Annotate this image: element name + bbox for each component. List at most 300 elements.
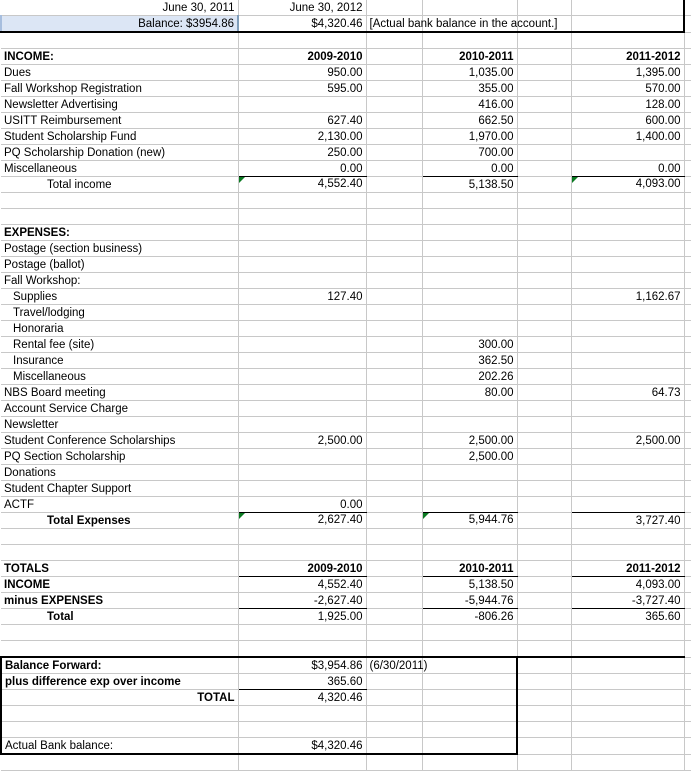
cell-blank[interactable] [571,16,684,33]
cell-blank[interactable] [238,722,366,738]
cell-expense-y2-6[interactable]: 300.00 [422,337,517,353]
cell-expense-label-10[interactable]: Account Service Charge [1,401,238,417]
table-row[interactable] [1,401,691,417]
cell-income-y2-1[interactable]: 355.00 [422,81,517,97]
cell-blank[interactable] [1,754,238,771]
cell-blank[interactable] [517,321,571,337]
cell-expense-y3-9[interactable]: 64.73 [571,385,684,401]
cell-blank[interactable] [517,193,571,209]
table-row-expenses-header[interactable] [1,225,691,241]
cell-blank[interactable] [517,353,571,369]
cell-blank[interactable] [517,113,571,129]
table-row[interactable] [1,305,691,321]
cell-blank[interactable] [366,722,422,738]
cell-blank[interactable] [571,738,684,755]
cell-totals-y1-0[interactable]: 4,552.40 [238,577,366,593]
table-row[interactable] [1,289,691,305]
cell-income-y2-4[interactable]: 1,970.00 [422,129,517,145]
cell-blank[interactable] [684,353,691,369]
cell-blank[interactable] [517,209,571,225]
cell-blank[interactable] [571,657,684,674]
cell-expense-label-14[interactable]: Donations [1,465,238,481]
cell-balance-note[interactable]: [Actual bank balance in the account.] [366,16,422,33]
table-row-income-header[interactable] [1,49,691,65]
cell-blank[interactable] [366,401,422,417]
cell-expense-y1-3[interactable]: 127.40 [238,289,366,305]
cell-blank[interactable] [517,545,571,561]
cell-blank[interactable] [422,641,517,658]
cell-income-y2-2[interactable]: 416.00 [422,97,517,113]
cell-blank[interactable] [684,129,691,145]
cell-expense-label-0[interactable]: Postage (section business) [1,241,238,257]
cell-expense-y2-12[interactable]: 2,500.00 [422,433,517,449]
cell-expense-y3-13[interactable] [571,449,684,465]
cell-blank[interactable] [684,32,691,49]
cell-blank[interactable] [1,32,238,49]
cell-blank[interactable] [684,577,691,593]
cell-blank[interactable] [422,529,517,545]
cell-balance-total-value[interactable]: 4,320.46 [238,690,366,706]
table-row[interactable] [1,465,691,481]
table-row[interactable] [1,353,691,369]
cell-grand-total-y2[interactable]: -806.26 [422,609,517,625]
cell-expense-label-7[interactable]: Insurance [1,353,238,369]
cell-expense-y3-15[interactable] [571,481,684,497]
cell-income-year-1[interactable]: 2009-2010 [238,49,366,65]
cell-blank[interactable] [366,577,422,593]
cell-blank[interactable] [422,690,517,706]
cell-blank[interactable] [422,674,517,690]
cell-blank[interactable] [422,738,517,755]
cell-expense-label-11[interactable]: Newsletter [1,417,238,433]
table-row[interactable] [1,32,691,49]
cell-expense-y2-11[interactable] [422,417,517,433]
cell-blank[interactable] [684,16,691,33]
cell-blank[interactable] [238,32,366,49]
cell-blank[interactable] [571,625,684,641]
cell-blank[interactable] [571,529,684,545]
cell-blank[interactable] [684,433,691,449]
cell-blank[interactable] [571,641,684,658]
cell-expense-total-y3[interactable]: 3,727.40 [571,513,684,529]
cell-income-label-1[interactable]: Fall Workshop Registration [1,81,238,97]
cell-blank[interactable] [517,241,571,257]
cell-income-y3-4[interactable]: 1,400.00 [571,129,684,145]
cell-blank[interactable] [517,690,571,706]
cell-blank[interactable] [571,193,684,209]
cell-blank[interactable] [684,337,691,353]
table-row[interactable] [1,369,691,385]
cell-blank[interactable] [684,722,691,738]
cell-blank[interactable] [684,674,691,690]
cell-balance-forward-value[interactable]: $3,954.86 [238,657,366,674]
cell-income-y2-5[interactable]: 700.00 [422,145,517,161]
cell-blank[interactable] [684,257,691,273]
cell-blank[interactable] [366,273,422,289]
cell-expense-y2-4[interactable] [422,305,517,321]
cell-expense-y3-11[interactable] [571,417,684,433]
cell-blank[interactable] [517,481,571,497]
table-row[interactable] [1,129,691,145]
cell-expense-label-12[interactable]: Student Conference Scholarships [1,433,238,449]
cell-blank[interactable] [684,754,691,771]
table-row[interactable] [1,481,691,497]
cell-blank[interactable] [684,449,691,465]
table-row[interactable] [1,161,691,177]
cell-blank[interactable] [517,529,571,545]
table-row[interactable] [1,706,691,722]
cell-blank[interactable] [517,257,571,273]
cell-blank[interactable] [517,722,571,738]
cell-blank[interactable] [366,0,422,16]
cell-expense-y1-8[interactable] [238,369,366,385]
cell-income-total-y1[interactable] [238,177,366,193]
cell-blank[interactable] [571,690,684,706]
cell-blank[interactable] [517,657,571,674]
table-row-balance-total[interactable] [1,690,691,706]
cell-blank[interactable] [422,706,517,722]
cell-actual-balance-label[interactable]: Actual Bank balance: [1,738,238,755]
cell-blank[interactable] [517,289,571,305]
cell-blank[interactable] [684,385,691,401]
cell-income-y1-0[interactable]: 950.00 [238,65,366,81]
cell-balance-forward-label[interactable]: Balance Forward: [1,657,238,674]
cell-expense-y1-13[interactable] [238,449,366,465]
table-row-actual-balance[interactable] [1,738,691,755]
cell-blank[interactable] [684,49,691,65]
cell-totals-y3-1[interactable]: -3,727.40 [571,593,684,609]
cell-blank[interactable] [517,738,571,755]
table-row[interactable] [1,625,691,641]
cell-income-y3-1[interactable]: 570.00 [571,81,684,97]
cell-blank[interactable] [684,593,691,609]
table-row[interactable] [1,0,691,16]
table-row-balance-diff[interactable] [1,674,691,690]
cell-expense-y3-5[interactable] [571,321,684,337]
cell-income-y3-2[interactable]: 128.00 [571,97,684,113]
cell-income-title[interactable]: INCOME: [1,49,238,65]
table-row[interactable] [1,433,691,449]
cell-blank[interactable] [1,193,238,209]
cell-blank[interactable] [684,273,691,289]
cell-blank[interactable] [684,97,691,113]
table-row[interactable] [1,257,691,273]
cell-expense-y1-9[interactable] [238,385,366,401]
cell-blank[interactable] [684,690,691,706]
cell-blank[interactable] [684,193,691,209]
cell-expense-y3-0[interactable] [571,241,684,257]
cell-expense-y1-0[interactable] [238,241,366,257]
cell-blank[interactable] [684,321,691,337]
table-row[interactable] [1,545,691,561]
cell-blank[interactable] [684,65,691,81]
cell-expense-y3-14[interactable] [571,465,684,481]
cell-blank[interactable] [238,209,366,225]
cell-income-y1-4[interactable]: 2,130.00 [238,129,366,145]
cell-date-curr[interactable]: June 30, 2012 [238,0,366,16]
cell-blank[interactable] [366,754,422,771]
cell-blank[interactable] [517,433,571,449]
cell-income-label-3[interactable]: USITT Reimbursement [1,113,238,129]
cell-blank[interactable] [1,625,238,641]
cell-income-total-label[interactable]: Total income [1,177,238,193]
cell-blank[interactable] [517,177,571,193]
cell-blank[interactable] [366,161,422,177]
cell-blank[interactable] [684,545,691,561]
cell-expense-label-8[interactable]: Miscellaneous [1,369,238,385]
cell-expense-y3-2[interactable] [571,273,684,289]
cell-expense-y1-15[interactable] [238,481,366,497]
cell-expense-y1-1[interactable] [238,257,366,273]
table-row-income-total[interactable] [1,177,691,193]
cell-blank[interactable] [238,193,366,209]
cell-totals-y3-0[interactable]: 4,093.00 [571,577,684,593]
cell-blank[interactable] [366,706,422,722]
cell-blank[interactable] [366,177,422,193]
table-row[interactable] [1,337,691,353]
cell-expense-y2-14[interactable] [422,465,517,481]
cell-blank[interactable] [517,465,571,481]
cell-income-y3-6[interactable]: 0.00 [571,161,684,177]
table-row[interactable] [1,593,691,609]
cell-blank[interactable] [366,529,422,545]
cell-blank[interactable] [366,674,422,690]
cell-blank[interactable] [571,706,684,722]
cell-expense-y2-7[interactable]: 362.50 [422,353,517,369]
cell-expense-y3-7[interactable] [571,353,684,369]
cell-blank[interactable] [422,225,517,241]
cell-grand-total-y3[interactable]: 365.60 [571,609,684,625]
cell-income-y2-3[interactable]: 662.50 [422,113,517,129]
cell-blank[interactable] [366,369,422,385]
cell-blank[interactable] [571,209,684,225]
table-row-totals-header[interactable] [1,561,691,577]
cell-blank[interactable] [517,225,571,241]
cell-expense-label-6[interactable]: Rental fee (site) [1,337,238,353]
cell-blank[interactable] [366,561,422,577]
cell-blank[interactable] [571,225,684,241]
cell-blank[interactable] [571,32,684,49]
cell-blank[interactable] [517,754,571,771]
table-row[interactable] [1,65,691,81]
cell-blank[interactable] [684,417,691,433]
cell-expense-y3-3[interactable]: 1,162.67 [571,289,684,305]
cell-balance-diff-value[interactable]: 365.60 [238,674,366,690]
cell-expense-label-15[interactable]: Student Chapter Support [1,481,238,497]
cell-blank[interactable] [1,706,238,722]
cell-expense-y3-1[interactable] [571,257,684,273]
cell-expense-y3-12[interactable]: 2,500.00 [571,433,684,449]
cell-blank[interactable] [684,497,691,513]
cell-income-total-y2[interactable]: 5,138.50 [422,177,517,193]
cell-blank[interactable] [684,0,691,16]
cell-expense-y1-2[interactable] [238,273,366,289]
cell-expense-y1-10[interactable] [238,401,366,417]
cell-blank[interactable] [517,97,571,113]
cell-blank[interactable] [517,417,571,433]
cell-expense-y2-8[interactable]: 202.26 [422,369,517,385]
cell-blank[interactable] [238,529,366,545]
cell-blank[interactable] [517,0,571,16]
cell-blank[interactable] [366,321,422,337]
cell-blank[interactable] [517,385,571,401]
cell-blank[interactable] [1,722,238,738]
cell-income-y1-3[interactable]: 627.40 [238,113,366,129]
cell-blank[interactable] [517,577,571,593]
cell-income-year-2[interactable]: 2010-2011 [422,49,517,65]
cell-expense-label-9[interactable]: NBS Board meeting [1,385,238,401]
cell-income-label-4[interactable]: Student Scholarship Fund [1,129,238,145]
cell-income-label-2[interactable]: Newsletter Advertising [1,97,238,113]
cell-blank[interactable] [684,177,691,193]
cell-blank[interactable] [684,209,691,225]
cell-balance-forward-note[interactable]: (6/30/2011) [366,657,422,674]
cell-income-y3-3[interactable]: 600.00 [571,113,684,129]
cell-grand-total-y1[interactable]: 1,925.00 [238,609,366,625]
cell-blank[interactable] [366,337,422,353]
cell-blank[interactable] [684,481,691,497]
cell-expense-y2-16[interactable] [422,497,517,513]
cell-blank[interactable] [517,641,571,658]
table-row[interactable] [1,497,691,513]
cell-blank[interactable] [684,513,691,529]
cell-blank[interactable] [366,433,422,449]
cell-income-y2-6[interactable]: 0.00 [422,161,517,177]
cell-expense-label-4[interactable]: Travel/lodging [1,305,238,321]
cell-blank[interactable] [571,545,684,561]
cell-expense-y1-11[interactable] [238,417,366,433]
cell-blank[interactable] [366,690,422,706]
table-row[interactable] [1,449,691,465]
cell-blank[interactable] [366,193,422,209]
cell-expense-label-16[interactable]: ACTF [1,497,238,513]
table-row[interactable] [1,113,691,129]
cell-actual-balance-value[interactable]: $4,320.46 [238,738,366,755]
cell-blank[interactable] [238,225,366,241]
cell-blank[interactable] [571,0,684,16]
cell-blank[interactable] [366,353,422,369]
cell-blank[interactable] [238,706,366,722]
cell-income-label-0[interactable]: Dues [1,65,238,81]
cell-blank[interactable] [684,289,691,305]
cell-expenses-title[interactable]: EXPENSES: [1,225,238,241]
cell-blank[interactable] [422,32,517,49]
cell-income-y2-0[interactable]: 1,035.00 [422,65,517,81]
cell-totals-y2-1[interactable]: -5,944.76 [422,593,517,609]
table-row[interactable] [1,321,691,337]
cell-blank[interactable] [517,305,571,321]
cell-blank[interactable] [366,449,422,465]
cell-expense-y2-2[interactable] [422,273,517,289]
cell-blank[interactable] [517,273,571,289]
cell-expense-y1-7[interactable] [238,353,366,369]
cell-expense-total-y2[interactable] [422,513,517,529]
cell-blank[interactable] [684,609,691,625]
cell-totals-year-1[interactable]: 2009-2010 [238,561,366,577]
cell-balance-diff-label[interactable]: plus difference exp over income [1,674,238,690]
cell-blank[interactable] [517,625,571,641]
cell-blank[interactable] [684,738,691,755]
cell-expense-y2-5[interactable] [422,321,517,337]
cell-blank[interactable] [684,465,691,481]
cell-blank[interactable] [517,32,571,49]
cell-blank[interactable] [238,625,366,641]
cell-expense-y1-16[interactable]: 0.00 [238,497,366,513]
cell-blank[interactable] [1,641,238,658]
table-row[interactable] [1,16,691,33]
cell-blank[interactable] [684,657,691,674]
cell-blank[interactable] [366,241,422,257]
cell-blank[interactable] [238,641,366,658]
cell-blank[interactable] [366,81,422,97]
cell-blank[interactable] [366,225,422,241]
cell-income-y1-6[interactable]: 0.00 [238,161,366,177]
table-row-balance-forward[interactable] [1,657,691,674]
table-row-expenses-total[interactable] [1,513,691,529]
table-row[interactable] [1,97,691,113]
cell-blank[interactable] [366,145,422,161]
cell-expense-y1-14[interactable] [238,465,366,481]
cell-blank[interactable] [684,145,691,161]
cell-blank[interactable] [422,657,517,674]
table-row[interactable] [1,641,691,658]
cell-blank[interactable] [517,449,571,465]
cell-blank[interactable] [422,545,517,561]
cell-totals-y1-1[interactable]: -2,627.40 [238,593,366,609]
cell-blank[interactable] [684,369,691,385]
cell-blank[interactable] [517,145,571,161]
cell-totals-y2-0[interactable]: 5,138.50 [422,577,517,593]
cell-totals-year-3[interactable]: 2011-2012 [571,561,684,577]
cell-blank[interactable] [684,225,691,241]
cell-income-y1-2[interactable] [238,97,366,113]
cell-totals-year-2[interactable]: 2010-2011 [422,561,517,577]
cell-blank[interactable] [366,257,422,273]
cell-blank[interactable] [517,674,571,690]
cell-blank[interactable] [684,641,691,658]
cell-expense-y3-16[interactable] [571,497,684,513]
cell-blank[interactable] [422,722,517,738]
cell-blank[interactable] [366,32,422,49]
cell-expense-y3-8[interactable] [571,369,684,385]
cell-blank[interactable] [1,545,238,561]
cell-expense-label-1[interactable]: Postage (ballot) [1,257,238,273]
cell-blank[interactable] [517,593,571,609]
cell-income-total-y3[interactable] [571,177,684,193]
table-row[interactable] [1,193,691,209]
cell-blank[interactable] [422,209,517,225]
cell-blank[interactable] [1,209,238,225]
cell-blank[interactable] [366,481,422,497]
cell-expense-total-label[interactable]: Total Expenses [1,513,238,529]
cell-expense-y2-3[interactable] [422,289,517,305]
cell-blank[interactable] [422,625,517,641]
cell-income-y1-1[interactable]: 595.00 [238,81,366,97]
cell-blank[interactable] [684,161,691,177]
cell-blank[interactable] [684,401,691,417]
table-row[interactable] [1,529,691,545]
cell-income-y3-5[interactable] [571,145,684,161]
cell-blank[interactable] [517,369,571,385]
cell-blank[interactable] [517,561,571,577]
cell-blank[interactable] [366,113,422,129]
cell-blank[interactable] [517,706,571,722]
cell-expense-y2-0[interactable] [422,241,517,257]
cell-blank[interactable] [684,305,691,321]
cell-totals-label-0[interactable]: INCOME [1,577,238,593]
cell-totals-title[interactable]: TOTALS [1,561,238,577]
cell-blank[interactable] [366,65,422,81]
